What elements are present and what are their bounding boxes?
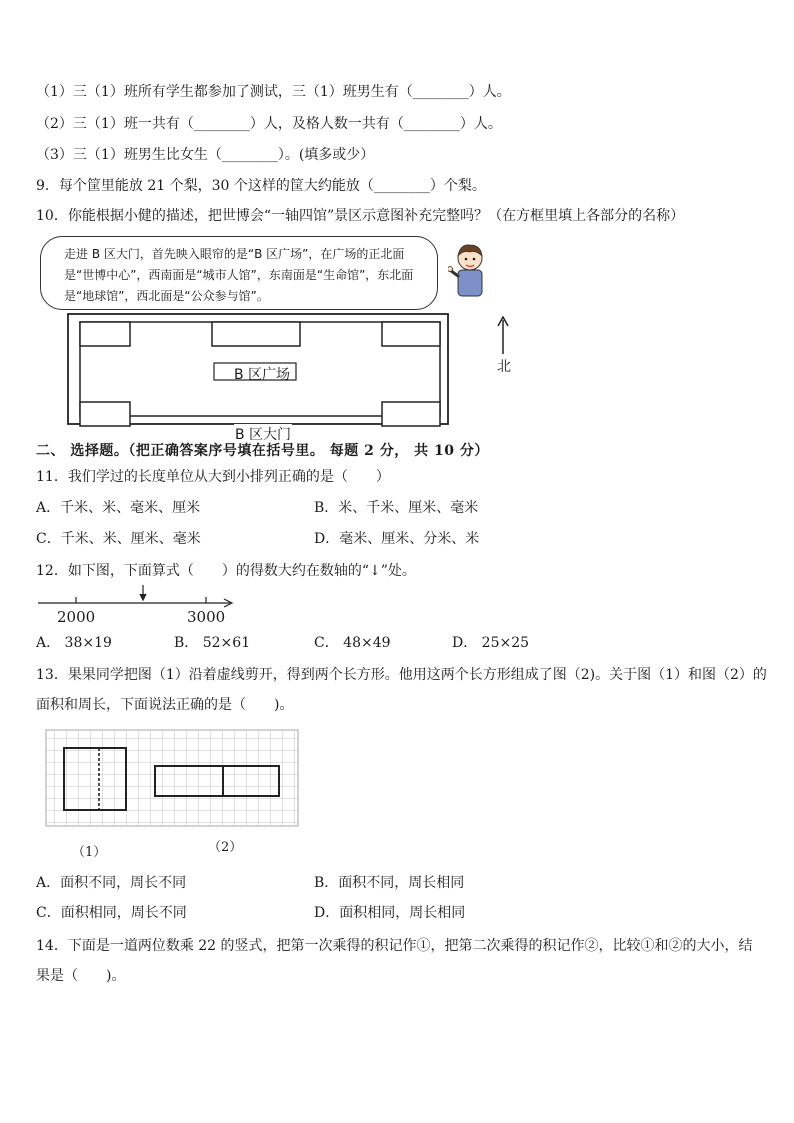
q13-option-a: A．面积不同，周长不同: [36, 875, 187, 891]
q12-option-d: D． 25×25: [452, 635, 530, 651]
q13-option-c: C．面积相同，周长不同: [36, 905, 187, 921]
figure1-label: （1）: [72, 845, 107, 860]
q13-stem-line1: 13．果果同学把图（1）沿着虚线剪开，得到两个长方形。他用这两个长方形组成了图（2)。关于图（1）和图（2）的: [36, 667, 767, 683]
plaza-label: B 区广场: [234, 367, 291, 383]
speech-bubble-text: 走进 B 区大门，首先映入眼帘的是“B 区广场”，在广场的正北面是“世博中心”，西南面是“城市人馆”，东南面是“生命馆”，东北面是“地球馆”，西北面是“公众参与馆”。: [64, 247, 414, 303]
q11-option-c: C．千米、米、厘米、毫米: [36, 531, 201, 547]
box-southwest: [80, 402, 130, 426]
q12-stem: 12．如下图，下面算式（ ）的得数大约在数轴的“↓”处。: [36, 563, 416, 579]
q11-option-b: B．米、千米、厘米、毫米: [314, 500, 479, 516]
boy-illustration: [448, 240, 492, 298]
q11-option-a: A．千米、米、毫米、厘米: [36, 500, 201, 516]
box-northeast: [382, 322, 440, 346]
tick-label-3000: 3000: [187, 608, 226, 626]
q8-sub1: （1）三（1）班所有学生都参加了测试，三（1）班男生有（________）人。: [36, 84, 511, 100]
q8-sub2: （2）三（1）班一共有（________）人，及格人数一共有（________）人。: [36, 116, 502, 132]
box-northwest: [80, 322, 130, 346]
north-arrow-icon: [496, 316, 510, 354]
north-label: 北: [497, 359, 511, 375]
grid-figure: [42, 726, 304, 832]
figure2-label: （2）: [208, 840, 243, 855]
q11-stem: 11．我们学过的长度单位从大到小排列正确的是（ ）: [36, 469, 390, 485]
box-north: [212, 322, 300, 346]
q13-option-d: D．面积相同，周长相同: [314, 905, 466, 921]
q12-option-b: B． 52×61: [174, 635, 251, 651]
tick-label-2000: 2000: [57, 608, 96, 626]
q13-stem-line2: 面积和周长，下面说法正确的是（ )。: [36, 697, 294, 713]
q14-stem-line2: 果是（ )。: [36, 968, 126, 984]
q8-sub3: （3）三（1）班男生比女生（________）。(填多或少）: [36, 147, 375, 163]
q9-stem: 9．每个筐里能放 21 个梨，30 个这样的筐大约能放（________）个梨。: [36, 178, 486, 194]
q12-option-a: A． 38×19: [36, 635, 112, 651]
gate-label: B 区大门: [234, 424, 292, 444]
box-southeast: [382, 402, 440, 426]
down-arrow-icon: [140, 585, 146, 600]
q13-option-b: B．面积不同，周长相同: [314, 875, 465, 891]
q14-stem-line1: 14．下面是一道两位数乘 22 的竖式，把第一次乘得的积记作①，把第二次乘得的积记作②，比较①和②的大小，结: [36, 938, 753, 954]
q12-option-c: C． 48×49: [314, 635, 391, 651]
section-heading: 二、 选择题。（把正确答案序号填在括号里。 每题 2 分， 共 10 分）: [36, 443, 489, 459]
q10-stem: 10．你能根据小健的描述，把世博会“一轴四馆”景区示意图补充完整吗？（在方框里填上各部分的名称）: [36, 208, 685, 224]
q11-option-d: D．毫米、厘米、分米、米: [314, 531, 480, 547]
